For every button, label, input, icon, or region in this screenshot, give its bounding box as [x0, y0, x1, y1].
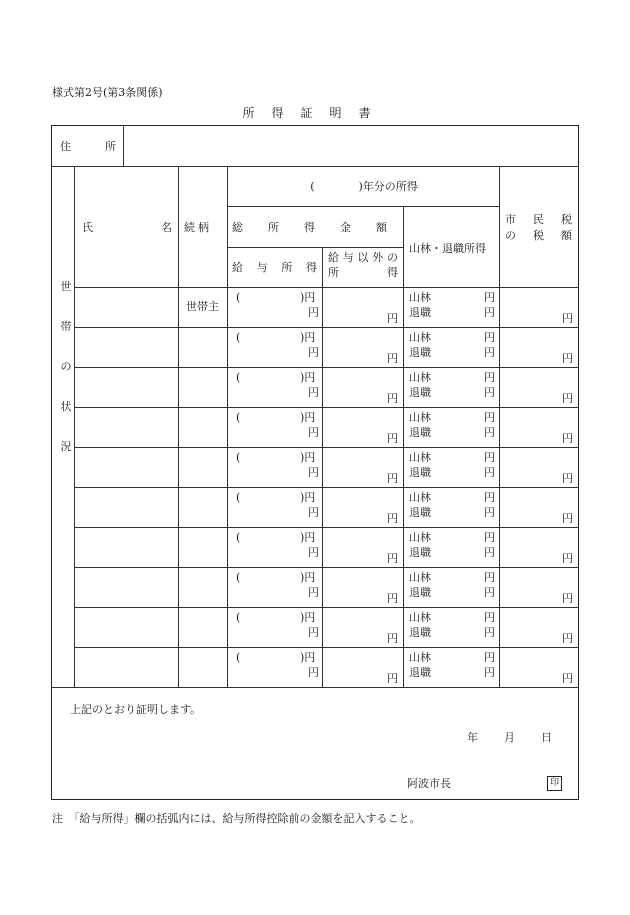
retire-label: 退職 — [409, 426, 431, 439]
tax-yen: 円 — [562, 392, 573, 405]
forest-label: 山林 — [409, 331, 431, 344]
salary-yen-gross: )円 — [300, 451, 316, 464]
tax-header-2: の 税 額 — [505, 229, 572, 242]
forest-label: 山林 — [409, 531, 431, 544]
other-income-yen: 円 — [387, 512, 398, 525]
forest-yen: 円 — [484, 531, 495, 544]
tax-yen: 円 — [562, 632, 573, 645]
forest-label: 山林 — [409, 651, 431, 664]
name-header: 氏 名 — [82, 221, 172, 234]
retire-yen: 円 — [484, 426, 495, 439]
tax-header: 市 民 税 — [505, 213, 572, 226]
forest-yen: 円 — [484, 611, 495, 624]
retire-yen: 円 — [484, 626, 495, 639]
paren-open: ( — [236, 611, 241, 624]
salary-yen: 円 — [308, 386, 319, 399]
table-row — [52, 447, 578, 487]
salary-yen-gross: )円 — [300, 291, 316, 304]
forest-yen: 円 — [484, 291, 495, 304]
paren-open: ( — [236, 411, 241, 424]
retire-label: 退職 — [409, 506, 431, 519]
paren-open: ( — [236, 531, 241, 544]
mayor-label: 阿波市長 — [407, 777, 451, 790]
tax-yen: 円 — [562, 552, 573, 565]
forest-retire-header: 山林・退職所得 — [409, 242, 486, 255]
retire-yen: 円 — [484, 546, 495, 559]
salary-yen-gross: )円 — [300, 331, 316, 344]
table-row — [52, 487, 578, 527]
table-row — [52, 407, 578, 447]
other-income-yen: 円 — [387, 392, 398, 405]
other-income-yen: 円 — [387, 352, 398, 365]
tax-yen: 円 — [562, 352, 573, 365]
form-number-label: 様式第2号(第3条関係) — [52, 86, 163, 99]
other-income-yen: 円 — [387, 312, 398, 325]
document-title: 所得証明書 — [242, 106, 388, 120]
retire-yen: 円 — [484, 466, 495, 479]
table-row — [52, 607, 578, 647]
forest-label: 山林 — [409, 411, 431, 424]
salary-yen: 円 — [308, 546, 319, 559]
forest-yen: 円 — [484, 451, 495, 464]
other-income-header: 給 与 以 外 の — [328, 251, 398, 264]
footnote: 注 「給与所得」欄の括弧内には、給与所得控除前の金額を記入すること。 — [52, 812, 421, 825]
retire-yen: 円 — [484, 506, 495, 519]
forest-label: 山林 — [409, 451, 431, 464]
retire-label: 退職 — [409, 346, 431, 359]
paren-open: ( — [236, 651, 241, 664]
household-status-label: 世 帯 の 状 況 — [60, 280, 72, 453]
salary-yen-gross: )円 — [300, 491, 316, 504]
salary-yen: 円 — [308, 626, 319, 639]
forest-label: 山林 — [409, 611, 431, 624]
other-income-yen: 円 — [387, 472, 398, 485]
forest-label: 山林 — [409, 371, 431, 384]
forest-label: 山林 — [409, 291, 431, 304]
retire-label: 退職 — [409, 386, 431, 399]
forest-yen: 円 — [484, 371, 495, 384]
paren-open: ( — [236, 331, 241, 344]
forest-yen: 円 — [484, 651, 495, 664]
seal-mark: 印 — [547, 776, 562, 791]
salary-yen-gross: )円 — [300, 571, 316, 584]
table-row — [52, 527, 578, 567]
forest-yen: 円 — [484, 331, 495, 344]
retire-yen: 円 — [484, 386, 495, 399]
forest-label: 山林 — [409, 571, 431, 584]
certify-text: 上記のとおり証明します。 — [70, 703, 202, 716]
tax-yen: 円 — [562, 672, 573, 685]
other-income-yen: 円 — [387, 432, 398, 445]
salary-yen: 円 — [308, 306, 319, 319]
relation-header: 続柄 — [184, 221, 212, 234]
retire-label: 退職 — [409, 626, 431, 639]
salary-yen: 円 — [308, 346, 319, 359]
relation-head-of-household: 世帯主 — [186, 300, 219, 313]
salary-yen: 円 — [308, 466, 319, 479]
paren-open: ( — [236, 291, 241, 304]
table-row — [52, 567, 578, 607]
forest-yen: 円 — [484, 571, 495, 584]
other-income-yen: 円 — [387, 632, 398, 645]
tax-yen: 円 — [562, 592, 573, 605]
tax-yen: 円 — [562, 472, 573, 485]
salary-yen-gross: )円 — [300, 531, 316, 544]
other-income-header-2: 所 得 — [328, 266, 398, 279]
table-row — [52, 287, 578, 327]
other-income-yen: 円 — [387, 672, 398, 685]
salary-yen-gross: )円 — [300, 651, 316, 664]
table-row — [52, 367, 578, 407]
retire-label: 退職 — [409, 666, 431, 679]
tax-yen: 円 — [562, 432, 573, 445]
other-income-yen: 円 — [387, 552, 398, 565]
salary-yen: 円 — [308, 586, 319, 599]
tax-yen: 円 — [562, 512, 573, 525]
salary-yen-gross: )円 — [300, 371, 316, 384]
retire-label: 退職 — [409, 306, 431, 319]
forest-label: 山林 — [409, 491, 431, 504]
tax-yen: 円 — [562, 312, 573, 325]
certificate-form — [51, 125, 579, 800]
retire-label: 退職 — [409, 546, 431, 559]
table-row — [52, 327, 578, 367]
paren-open: ( — [236, 571, 241, 584]
forest-yen: 円 — [484, 491, 495, 504]
total-income-header: 総 所 得 金 額 — [232, 221, 387, 234]
paren-open: ( — [236, 371, 241, 384]
salary-income-header: 給 与 所 得 — [232, 261, 317, 274]
salary-yen-gross: )円 — [300, 611, 316, 624]
salary-yen: 円 — [308, 666, 319, 679]
salary-yen-gross: )円 — [300, 411, 316, 424]
retire-yen: 円 — [484, 306, 495, 319]
retire-yen: 円 — [484, 346, 495, 359]
table-row — [52, 647, 578, 687]
paren-open: ( — [236, 451, 241, 464]
year-income-header: ( )年分の所得 — [310, 180, 418, 193]
salary-yen: 円 — [308, 506, 319, 519]
retire-label: 退職 — [409, 466, 431, 479]
address-label: 住 所 — [60, 140, 116, 153]
retire-yen: 円 — [484, 666, 495, 679]
other-income-yen: 円 — [387, 592, 398, 605]
forest-yen: 円 — [484, 411, 495, 424]
paren-open: ( — [236, 491, 241, 504]
retire-yen: 円 — [484, 586, 495, 599]
retire-label: 退職 — [409, 586, 431, 599]
salary-yen: 円 — [308, 426, 319, 439]
date-line: 年 月 日 — [467, 731, 552, 744]
